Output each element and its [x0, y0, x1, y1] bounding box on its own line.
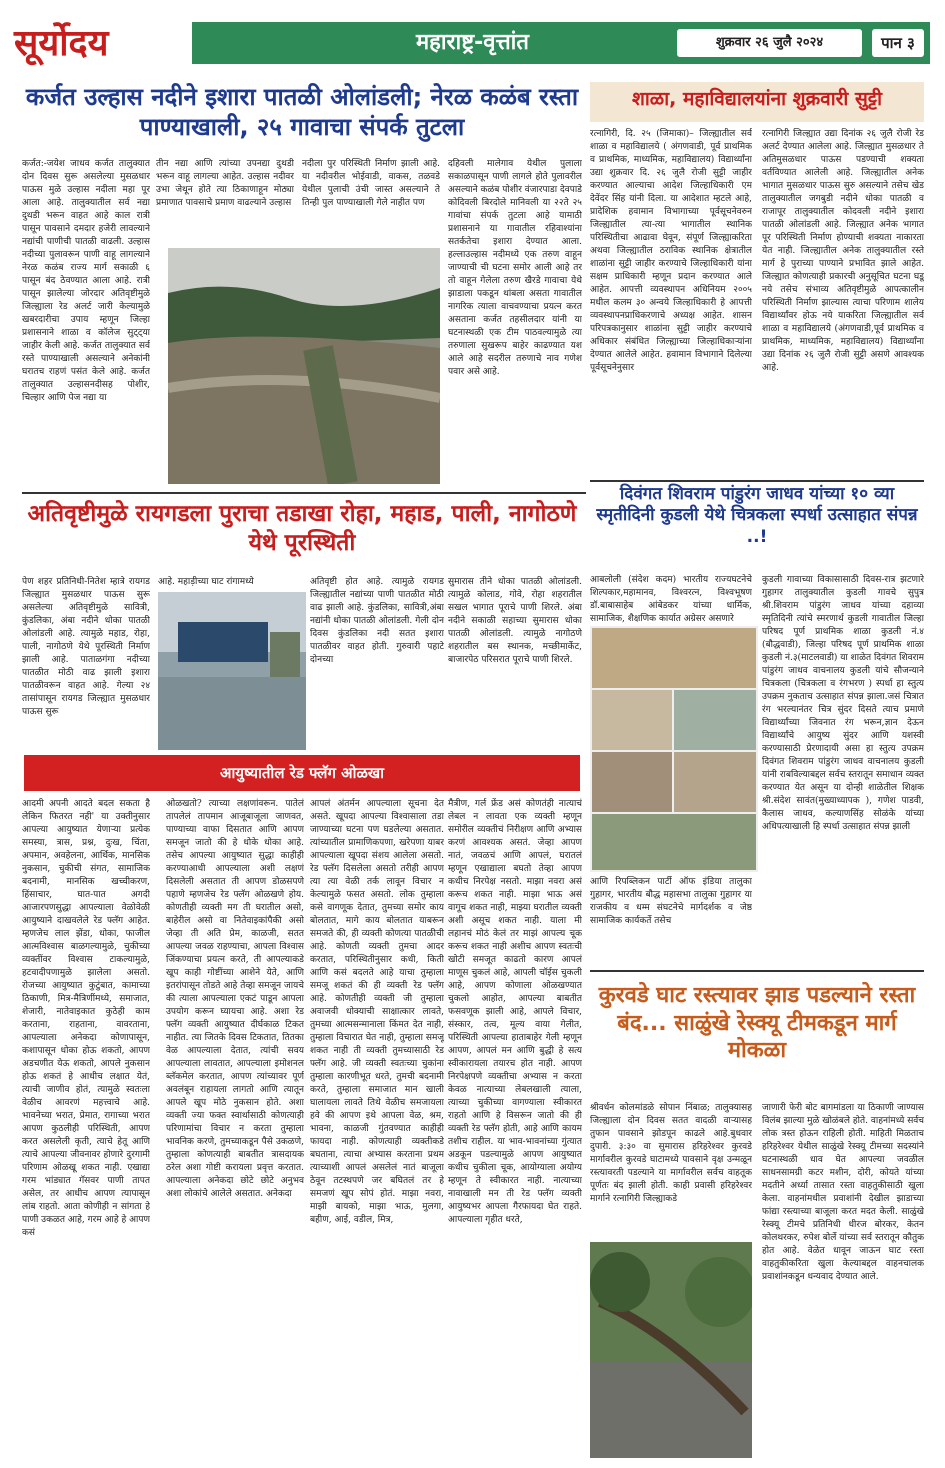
divider [22, 492, 586, 494]
article5-headline: दिवंगत शिवराम पांडुरंग जाधव यांच्या १० व्या स्मृतीदिनी कुडली येथे चित्रकला स्पर्धा उत्साहात संपन्न ..! [596, 484, 918, 547]
issue-date: शुक्रवार २६ जुलै २०२४ [677, 29, 862, 57]
article1-headline: कर्जत उल्हास नदीने इशारा पातळी ओलांडली; नेरळ कळंब रस्ता पाण्याखाली, २५ गावाचा संपर्क तुटला [25, 83, 579, 141]
section-banner [192, 22, 930, 64]
fallen-tree-photo [590, 1242, 752, 1458]
article5-col1: आबलोली (संदेश कदम) भारतीय राज्यघटनेचे शिल्पकार,महामानव, विश्वरत्न, विश्वभूषण डॉ.बाबासाहेब आंबेडकर यांच्या धार्मिक, सामाजिक, शैक्षणिक कार्यात अग्रेसर असणारे [590, 575, 752, 624]
article6-headline: कुरवडे घाट रस्त्यावर झाड पडल्याने रस्ता बंद... साळुंखे रेस्क्यू टीमकडून मार्ग मोकळा [598, 983, 916, 1063]
article2-col1: रत्नागिरी, दि. २५ (जिमाका)– जिल्ह्यातील सर्व शाळा व महाविद्यालये ( अंगणवाडी, पूर्व प्राथमिक व प्राथमिक, माध्यमिक, महाविद्यालय) विद्यार्थ्यांना उद्या शुक्रवार दि. २६ जुलै रोजी सुट्टी जाहीर करण्यात आल्याचा आदेश जिल्हाधिकारी एम देवेंदर सिंह यांनी दिला. या आदेशात म्हटले आहे, प्रादेशिक हवामान विभागाच्या पूर्वसूचनेवरुन जिल्ह्यातील त्या-त्या भागातील स्थानिक परिस्थितीचा आढावा घेवून, संपूर्ण जिल्ह्याकरिता अथवा जिल्ह्यातील ठराविक स्थानिक क्षेत्रातील शाळांना सुट्टी जाहीर करण्याचे जिल्हाधिकारी यांना सक्षम प्राधिकारी म्हणून प्रदान करण्यात आले आहेत. आपत्ती व्यवस्थापन अधिनियम २००५ मधील कलम ३० अन्वये जिल्हाधिकारी हे आपत्ती व्यवस्थापनप्राधिकरणाचे अध्यक्ष आहेत. शासन परिपत्रकानुसार शाळांना सुट्टी जाहीर करण्याचे अधिकार संबंधित जिल्ह्याच्या जिल्हाधिकाऱ्यांना देण्यात आलेले आहेत. हवामान विभागाने दिलेल्या पूर्वसूचनेनुसार [590, 129, 752, 373]
article3-col3: अतिवृष्टी होत आहे. त्यामुळे रायगड जिल्ह्यातील नद्यांच्या पाणी पातळीत मोठी वाढ झाली आहे. कुंडलिका, सावित्री,अंबा नद्यांनी धोका पातळी ओलांडली. गेली दोन दिवस कुंडलिका नदी सतत इशारा पातळीवर वाहत होती. गुरुवारी पहाटे दोनच्या [310, 577, 444, 665]
section-title: महाराष्ट्र-वृत्तांत [416, 30, 529, 55]
article1-col3: नदीला पुर परिस्थिती निर्माण झाली आहे. या नदीवरील भोईवाडी, वाकस, तळवडे येथील पुलाची उंची जास्त असल्याने ते तिन्ही पुल पाण्याखाली गेले नाहीत पण [302, 159, 440, 208]
article1-col4: दहिवली मालेगाव येथील पुलाला सकाळपासून पाणी लागले होते पुलावरील असल्याने कळंब पोशीर वंजारपाडा देवपाडे कोदिवली बिरदोले मानिवली या २२ते २५ गावांचा संपर्क तुटला आहे यामाठी प्रशासनाने या गावातील रहिवाश्यांना सतर्कतेचा इशारा देण्यात आला. हल्लाउल्हास नदीमध्ये एक तरुण वाहून जाण्याची ची घटना समोर आली आहे तर तो वाहून गेलेला तरुण खैरडे गावाचा येथे झाडाला पकडून थांबला असता गावातील नागरिक त्याला वाचवण्याचा प्रयत्न करत असताना कर्जत तहसीलदार यांनी या घटनास्थळी एक टीम पाठवल्यामुळे त्या तरुणाला सुखरूप बाहेर काढण्यात यश आले आहे सदरील तरुणाचे नाव गणेश पवार असे आहे. [448, 159, 582, 377]
article5-col2: कुडली गावाच्या विकासासाठी दिवस-रात्र झटणारे गुहागर तालुक्यातील कुडली गावचे सुपुत्र श्री.शिवराम पांडुरंग जाधव यांच्या दहाव्या स्मृतिदिनी त्यांचे स्मरणार्थ कुडली गावातील जिल्हा परिषद पूर्ण प्राथमिक शाळा कुडली नं.४ (बौद्धवाडी), जिल्हा परिषद पूर्ण प्राथमिक शाळा कुडली नं.३(माटलवाडी) या शाळेत दिवंगत शिवराम पांडुरंग जाधव वाचनालय कुडली यांचे सौजन्याने चित्रकला (चित्रकला व रंगभरण ) स्पर्धा हा स्तुत्य उपक्रम नुकताच उत्साहात संपन्न झाला.जसं चित्रात रंग भरल्यानंतर चित्र सुंदर दिसते त्याच प्रमाणे विद्यार्थ्यांच्या जिवनात रंग भरून,ज्ञान देऊन विद्यार्थ्यांचे आयुष्य सुंदर आणि यशस्वी करण्यासाठी प्रेरणादायी असा हा स्तुत्य उपक्रम दिवंगत शिवराम पांडुरंग जाधव वाचनालय कुडली यांनी राबविल्याबद्दल सर्वच स्तरातून समाधान व्यक्त करण्यात येत असून या दोन्ही शाळेतील शिक्षक श्री.संदेश सावंत(मुख्याध्यापक ), गणेश पाडवी, कैलास जाधव, कल्याणसिंह सोळंके यांच्या अधिपत्याखाली हि स्पर्धा उत्साहात संपन्न झाली [762, 575, 924, 832]
article4-col1: आदमी अपनी आदते बदल सकता है लेकिन फितरत नही' या उक्तीनुसार आपल्या आयुष्यात येणाऱ्या प्रत्येक समस्या, त्रास, प्रश्न, दुःख, चिंता, अपमान, अवहेलना, आर्थिक, मानसिक नुकसान, चुकीची संगत, सामाजिक बदनामी, मानसिक खच्चीकरण, हिंसाचार, घात-पात अगदी आजारपणसुद्धा आपल्याला वेळोवेळी आयुष्याने दाखवलेले रेड फ्लॅग आहेत. म्हणजेच लाल झेंडा, धोका, फाजील आत्मविश्वास बाळगल्यामुळे, चुकीच्या व्यक्तींवर विश्वास टाकल्यामुळे, हटवादीपणामुळे झालेला असतो. रोजच्या आयुष्यात कुटुंबात, कामाच्या ठिकाणी, मित्र-मैत्रिणींमध्ये, समाजात, शेजारी, नातेवाइकात कुठेही काम करताना, राहताना, वावरताना, आपल्याला अनेकदा कोणापासून, कशापासून धोका होऊ शकतो, आपण अडचणीत येऊ शकतो, आपले नुकसान होऊ शकतं हे आधीच लक्षात येतं, त्याची जाणीव होतं, त्यामुळे स्वतःला वेळीच आवरणं महत्त्वाचे आहे. भावनेच्या भरात, प्रेमात, रागाच्या भरात आपण कुठलीही परिस्थिती, आपण करत असलेली कृती, त्याचे हेतू आणि त्याचे आपल्या जीवनावर होणारे दुरगामी परिणाम ओळखू शकत नाही. एखाद्या गरम भांड्यात गॅसवर पाणी तापत असेल, तर आधीच आपण त्यापासून लांब राहतो. आता कोणीही न सांगता हे पाणी उकळत आहे, गरम आहे हे आपण कसं [22, 799, 150, 1238]
page-number: पान ३ [872, 29, 924, 57]
article4-col2: ओळखतो? त्याच्या लक्षणांवरून. पातेलं तापलेलं तापमान आजूबाजूला जाणवत, पाण्याच्या वाफा दिसतात आणि आपण समजून जातो की हे धोके धोका आहे. तसेच आपल्या आयुष्यात सुद्धा काहीही करण्याआधी आपल्याला अशी लक्षणं दिसलेली असतात ती आपण डोळसपणे पहाणे म्हणजेच रेड फ्लॅग ओळखणे होय. कोणतीही व्यक्ती मग ती घरातील असो, बाहेरील असो वा नितेवाइकांपैकी असो जेव्हा ती अति प्रेम, काळजी, सतत आपल्या जवळ राहण्याचा, आपला विश्वास जिंकण्याचा प्रयत्न करते, ती आपल्याकडे खूप काही गोष्टींच्या आशेने येते, आणि इतरांपासून तोडते आहे तेव्हा समजून जायचे की त्याला आपल्याला एकटं पाडून आपला उपयोग करून घ्यायचा आहे. अशा रेड फ्लॅग व्यक्ती आयुष्यात दीर्घकाळ टिकत नाहीत. त्या जितके दिवस टिकतात, तितका वेळ आपल्याला देतात, त्यांची सवय आपल्याला लावतात, आपल्याला इमोशनल ब्लॅकमेल करतात, आपण त्यांच्यावर पूर्ण अवलंबून राहायला लागतो आणि त्यातून आपले खूप मोठे नुकसान होते. अशा व्यक्ती ज्या फक्त स्वार्थासाठी कोणत्याही परिणामांचा विचार न करता तुम्हाला भावनिक करणे, तुमच्याकडून पैसे उकळणे, तुम्हाला कोणत्याही बाबतीत त्रासदायक ठरेल अशा गोष्टी करायला प्रवृत्त करतात. आपल्याला अनेकदा छोटे छोटे अनुभव अशा लोकांचे आलेले असतात. अनेकदा [166, 799, 304, 1199]
flood-photo-raigad [158, 592, 306, 750]
article6-col2: जाणारी फेरी बोट बागमांडला या ठिकाणी जाण्यास विलंब झाल्या मुळे खोळंबले होते. वाहनांमध्ये सर्वच लोक त्रस्त होऊन राहिली होती. माहिती मिळताच हरिहरेश्वर येथील साळुंखे रेस्क्यू टीमच्या सदस्यांने घटनास्थळी धाव घेत आपल्या जवळील साधनसामग्री कटर मशीन, दोरी, कोयते यांच्या मदतीने अर्ध्या तासात रस्ता वाहतुकीसाठी खुला केला. वाहनांमधील प्रवाशांनी देखील झाडाच्या फांद्या रस्त्याच्या बाजूला करत मदत केली. साळुंखे रेस्क्यू टीमचे प्रतिनिधी धीरज बोरकर, केतन कोलथरकर, रुपेश बोर्ले यांच्या सर्व स्तरातून कौतुक होत आहे. वेळेत धावून जाऊन घाट रस्ता वाहतुकीकरिता खुला केल्याबद्दल वाहनचालक प्रवाशांनकडून धन्यवाद देण्यात आले. [762, 1103, 924, 1282]
article2-col2: रत्नागिरी जिल्ह्यात उद्या दिनांक २६ जुलै रोजी रेड अलर्ट देण्यात आलेला आहे. जिल्ह्यात मुसळधार ते अतिमुसळधार पाऊस पडण्याची शक्यता वर्तविण्यात आलेली आहे. जिल्ह्यातील अनेक भागात मुसळधार पाऊस सुरु असल्याने तसेच खेड तालुक्यातील जगबुडी नदीने धोका पातळी व राजापूर तालुक्यातील कोदवली नदीने इशारा पातळी ओलांडली आहे. जिल्ह्यात अनेक भागात पूर परिस्थिती निर्माण होण्याची शक्यता नाकारता येत नाही. जिल्ह्यातील अनेक तालुक्यातील रस्ते मार्ग हे पुराच्या पाण्याने प्रभावित झाले आहेत. जिल्ह्यात कोणत्याही प्रकारची अनुसूचित घटना घडू नये तसेच संभाव्य अतिवृष्टीमुळे आपत्कालीन परिस्थिती निर्माण झाल्यास त्याचा परिणाम शालेय विद्यार्थ्यांवर होऊ नये याकरिता जिल्ह्यातील सर्व शाळा व महाविद्यालये (अंगणवाडी,पूर्व प्राथमिक व प्राथमिक, माध्यमिक, महाविद्यालय) विद्यार्थ्यांना उद्या दिनांक २६ जुलै रोजी सुट्टी असणे आवश्यक आहे. [762, 129, 924, 373]
divider [590, 480, 924, 482]
event-photo-grid [590, 626, 758, 872]
article3-headline: अतिवृष्टीमुळे रायगडला पुराचा तडाखा रोहा, महाड, पाली, नागोठणे येथे पूरस्थिती [27, 501, 577, 556]
masthead [14, 18, 930, 68]
article3-col1: पेण शहर प्रतिनिधी-नितेश म्हात्रे रायगड जिल्ह्यात मुसळधार पाऊस सुरू असलेल्या अतिवृष्टीमुळे सावित्री, कुंडलिका, अंबा नदीने धोका पातळी ओलांडली आहे. त्यामुळे महाड, रोहा, पाली, नागोठणे येथे पूरस्थिती निर्माण झाली आहे. पाताळगंगा नदीच्या पातळीत मोठी वाढ झाली इशारा पातळीवरून वाहत आहे. गेल्या २४ तासांपासून रायगड जिल्ह्यात मुसळधार पाऊस सुरू [22, 577, 150, 717]
article5-col1b: आणि रिपब्लिकन पार्टी ऑफ इंडिया तालुका गुहागर, भारतीय बौद्ध महासभा तालुका गुहागर या राजकीय व धम्म संघटनेचे मार्गदर्शक व जेष्ठ सामाजिक कार्यकर्ते तसेच [590, 877, 752, 926]
article2-headline: शाळा, महाविद्यालयांना शुक्रवारी सुट्टी [631, 88, 883, 110]
article4-headline-bar [24, 755, 580, 791]
newspaper-logo: सूर्योदय [14, 22, 109, 64]
article4-headline: आयुष्यातील रेड फ्लॅग ओळखा [219, 764, 385, 782]
divider [590, 970, 924, 972]
article1-col2: तीन नद्या आणि त्यांच्या उपनद्या दुथडी भरून वाहू लागल्या आहेत. उल्हास नदीवर उभा जेथून होते त्या ठिकाणाहून मोठ्या प्रमाणात पावसाचे प्रमाण वाढल्याने उल्हास [156, 159, 294, 208]
article4-col4: मैत्रीण, गर्ल फ्रेंड असं कोणतंही नात्याचं लेबल न लावता एक व्यक्ती म्हणून समोरील व्यक्तीचं निरीक्षण आणि अभ्यास करणं आवश्यक असतं. जेव्हा आपण नातं, जवळचं आणि आपलं, घरातलं म्हणून एखाद्याला बघतो तेव्हा आपण कधीच निरपेक्ष नसतो. माझा नवरा असं करूच शकत नाही. माझा भाऊ असं वागूच शकत नाही, माझ्या घरातील व्यक्ती अशी असूच शकत नाही. याला मी लहानचं मोठं केलं तर माझं आपल्य चूक करूच शकत नाही अशीच आपण स्वतःची खोटी समजूत काढतो कारण आपलं माणूस चुकलं आहे, आपली चॉईस चुकली आहे, आपण कोणाला ओळखण्यात चुकलो आहोत, आपल्या बाबतीत फसवणूक झाली आहे, आपले विचार, संस्कार, तत्व, मूल्य वाया गेलीत, परिस्थिती आपल्या हाताबाहेर गेली म्हणून आपण, आपलं मन आणि बुद्धी हे सत्य स्वीकारायला तयारच होत नाही. आपण निरपेक्षपणे व्यक्तीचा अभ्यास न करता केवळ नात्याच्या लेबलखाली त्याला, त्याच्या चुकीच्या वागण्याला स्वीकारत राहतो आणि हे विसरून जातो की ही व्यक्ती रेड फ्लॅग होती, आहे आणि कायम तशीच राहील. या भाव-भावनांच्या गुंत्यात अडकून पडल्यामुळे आपण आयुष्यात कधीच चुकीला चूक, आयोग्याला अयोग्य म्हणून ते स्वीकारत नाही. नात्याच्या नावाखाली मन ती रेड फ्लॅग व्यक्ती आयुष्यभर आपला गैरफायदा घेत राहते. आपल्याला गृहीत धरते, [448, 799, 582, 1225]
flood-photo-ulhas [168, 248, 440, 484]
article3-col2: आहे. महाड़ीच्या घाट रांगामध्ये [158, 577, 254, 587]
article1-col1: कर्जत:-जयेश जाधव कर्जत तालुक्यात दोन दिवस सुरू असलेल्या मुसळधार पाऊस मुळे उल्हास नदीला महा पूर आला आहे. तालुक्यातील सर्व नद्या दुथडी भरून वाहत आहे काल रात्री पासून पावसाने दमदार हजेरी लावल्याने नद्यांची पाणीची पातळी वाढली. उल्हास नदीच्या पुलावरून पाणी वाहू लागल्याने नेरळ कळंब राज्य मार्ग सकाळी ६ पासून बंद ठेवण्यात आला आहे. रात्री पासून झालेल्या जोरदार अतिवृष्टीमुळे जिल्ह्याला रेड अलर्ट जारी केल्यामुळे खबरदारीचा उपाय म्हणून जिल्हा प्रशासनाने शाळा व कॉलेज सुट्ट्या जाहीर केली आहे. कर्जत तालुक्यात सर्व रस्ते पाण्याखाली असल्याने अनेकांनी घरातच राहणं पसंत केले आहे. कर्जत तालुक्यात उल्हासनदीसह पोशीर, चिल्हार आणि पेज नद्या या [22, 159, 150, 403]
article4-col3: आपलं अंतर्मन आपल्याला सूचना देत असते. खूपदा आपल्या विश्वासाला तडा जाण्याच्या घटना पण घडलेल्या असतात. त्यांच्यातील प्रामाणिकपणा, खरेपणा याबर आपल्याला खूपदा संशय आलेला असतो. रेड फ्लॅग दिसलेला असतो तरीही आपण त्या त्या वेळी तर्क लावून विचार न केल्यामुळे फसत असतो. लोक तुम्हाला कसे वागणूक देतात, तुमच्या समोर काय बोलतात, मागे काय बोलतात याबरून समजते की, ही व्यक्ती कोणत्या पातळीची आहे. कोणती व्यक्ती तुमचा आदर करतात, परिस्थितीनुसार कधी, किती आणि कसं बदलते आहे याचा तुम्हाला समजू शकतं की ही व्यक्ती रेड फ्लॅग आहे. कोणतीही व्यक्ती जी तुम्हाला अवाजवी धोक्याची साक्षात्कार लावते, तुमच्या आत्मसन्मानाला किंमत देत नाही, तुम्हाला विचारात घेत नाही, तुम्हाला समजू शकत नाही ती व्यक्ती तुमच्यासाठी रेड फ्लॅग आहे. जी व्यक्ती स्वतःच्या चुकांना तुम्हाला कारणीभूत धरते, तुमची बदनामी करते, तुम्हाला समाजात मान खाली घालायला लावते तिथे वेळीच समजायला हवे की आपण इथे आपला वेळ, श्रम, भावना, काळजी गुंतवण्यात काहीही फायदा नाही. कोणत्याही व्यक्तीकडे बघताना, त्याचा अभ्यास करताना प्रथम त्याच्याशी आपलं असलेलं नातं बाजूला ठेवून तटस्थपणे जर बघितलं तर हे समजणं खूप सोपं होतं. माझा नवरा, माझी बायको, माझा भाऊ, मुलगा, बहीण, आई, वडील, मित्र, [310, 799, 444, 1225]
article3-col4: सुमारास तीने धोका पातळी ओलांडली. त्यामुळे कोलाड, गोवे, रोहा शहरातील सखल भागात पूराचे पाणी शिरले. अंबा नदीने सकाळी सहाच्या सुमारास धोका पातळी ओलांडली. त्यामुळे नागोठणे शहरातील बस स्थानक, मच्छीमार्केट, बाजारपेठ परिसरात पूराचे पाणी शिरले. [448, 577, 582, 665]
article6-col1: श्रीवर्धन कोलमांडळे सोपान निंबाळ; तालुक्यासह जिल्ह्याला दोन दिवस सतत वादळी वाऱ्यासह तुफान पावसाने झोडपून काढले आहे.बुधवार दुपारी. ३:३० वा सुमारास हरिहरेश्वर कुरवडे मार्गावरील कुरवडे घाटामध्ये पावसाने वृक्ष उन्मळून रस्त्यावरती पडल्याने या मार्गावरील सर्वच वाहतूक पूर्णतः बंद झाली होती. काही प्रवासी हरिहरेश्वर मार्गाने रत्नागिरी जिल्ह्याकडे [590, 1103, 752, 1204]
